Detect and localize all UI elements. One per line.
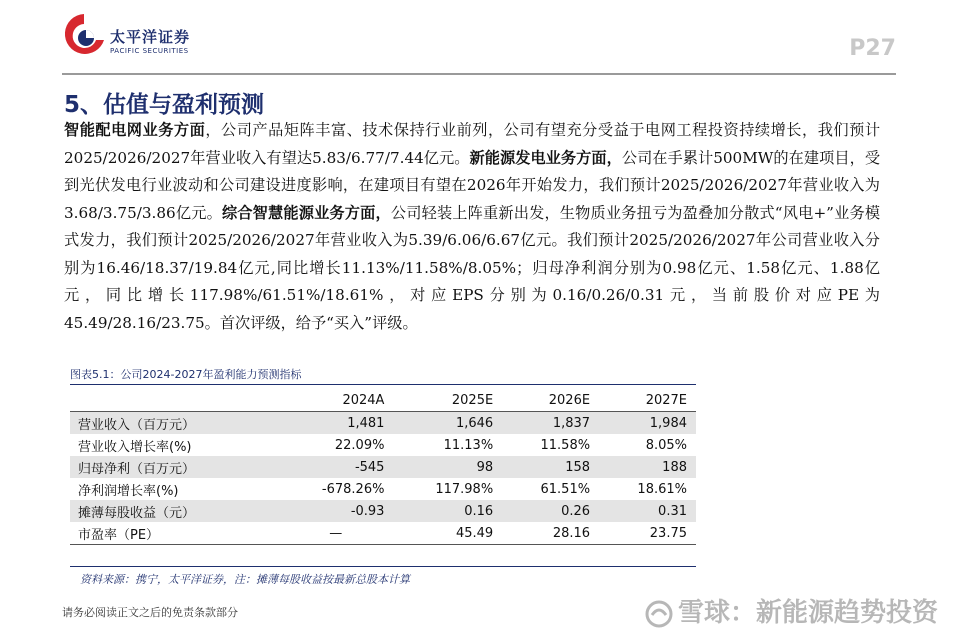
table-row	[70, 500, 696, 522]
page-number: P27	[849, 36, 896, 61]
table-cell: 98	[393, 456, 502, 478]
figure-title: 图表5.1：公司2024-2027年盈利能力预测指标	[70, 368, 302, 381]
figure-bottom-rule	[70, 566, 696, 567]
text-smart-energy: 公司轻装上阵重新出发，生物质业务扭亏为盈叠加分散式“风电+”业务模式发力，我们预计2025/2026/2027年营业收入为5.39/6.06/6.67亿元。我们预计2025/2026/2027年公司营业收入分别为16.46/18.37/19.84亿元,同比增长11.13%/11.58%/8.05%；归母净利润分别为0.98亿元、1.58亿元、1.88亿元，同比增长117.98%/61.51%/18.61%，对应EPS分别为0.16/0.26/0.31元，当前股价对应PE为45.49/28.16/23.75。首次评级，给予“买入”评级。	[64, 203, 881, 332]
table-cell: 0.26	[502, 500, 599, 522]
table-header-cell: 2027E	[599, 389, 696, 412]
table-cell: 28.16	[502, 522, 599, 545]
logo-english-name: PACIFIC SECURITIES	[110, 47, 189, 55]
table-cell: 117.98%	[393, 478, 502, 500]
row-label: 摊薄每股收益（元）	[70, 500, 278, 522]
pacific-securities-logo-icon	[62, 10, 108, 66]
bold-heading-smart-energy: 综合智慧能源业务方面，	[221, 203, 391, 222]
section-title: 5、估值与盈利预测	[64, 92, 265, 118]
table-cell: 1,646	[393, 412, 502, 435]
table-cell: —	[278, 522, 393, 545]
table-cell: 23.75	[599, 522, 696, 545]
table-header-cell: 2025E	[393, 389, 502, 412]
table-cell: 1,837	[502, 412, 599, 435]
figure-source-note: 资料来源：携宁，太平洋证券，注：摊薄每股收益按最新总股本计算	[80, 573, 410, 586]
text-new-energy: 公司在手累计500MW的在建项目，受到光伏发电行业波动和公司建设进度影响，在建项目有望在2026年开始发力，我们预计2025/2026/2027年营业收入为3.68/3.75/3.86亿元。	[64, 148, 881, 222]
table-cell: -545	[278, 456, 393, 478]
table-row	[70, 434, 696, 456]
table-header-cell: 2026E	[502, 389, 599, 412]
table-cell: 0.16	[393, 500, 502, 522]
table-cell: 11.58%	[502, 434, 599, 456]
bold-heading-new-energy: 新能源发电业务方面，	[469, 148, 622, 167]
table-cell: 158	[502, 456, 599, 478]
table-header-row	[70, 389, 696, 412]
snowball-icon	[644, 599, 674, 629]
table-cell: -0.93	[278, 500, 393, 522]
logo-chinese-name: 太平洋证券	[110, 28, 191, 46]
table-cell: 1,984	[599, 412, 696, 435]
bold-heading-smart-grid: 智能配电网业务方面	[64, 121, 206, 139]
row-label: 净利润增长率(%)	[70, 478, 278, 500]
header-divider	[62, 73, 896, 75]
table-row	[70, 478, 696, 500]
table-cell: 22.09%	[278, 434, 393, 456]
table-cell: 8.05%	[599, 434, 696, 456]
footer-disclaimer: 请务必阅读正文之后的免责条款部分	[62, 606, 238, 619]
snowball-watermark	[644, 592, 938, 629]
table-cell: 1,481	[278, 412, 393, 435]
table-header-cell: 2024A	[278, 389, 393, 412]
table-row	[70, 456, 696, 478]
row-label: 营业收入（百万元）	[70, 412, 278, 435]
company-logo	[62, 10, 212, 66]
forecast-table	[70, 389, 696, 545]
table-cell: -678.26%	[278, 478, 393, 500]
table-cell: 45.49	[393, 522, 502, 545]
text-smart-grid: ，公司产品矩阵丰富、技术保持行业前列，公司有望充分受益于电网工程投资持续增长，我们预计2025/2026/2027年营业收入有望达5.83/6.77/7.44亿元。	[64, 121, 881, 167]
figure-top-rule	[70, 384, 696, 385]
table-header-cell	[70, 389, 278, 412]
table-row	[70, 522, 696, 545]
table-cell: 188	[599, 456, 696, 478]
table-cell: 11.13%	[393, 434, 502, 456]
table-cell: 61.51%	[502, 478, 599, 500]
row-label: 归母净利（百万元）	[70, 456, 278, 478]
table-cell: 18.61%	[599, 478, 696, 500]
table-row	[70, 412, 696, 435]
table-cell: 0.31	[599, 500, 696, 522]
row-label: 市盈率（PE）	[70, 522, 278, 545]
body-paragraph	[64, 117, 880, 337]
row-label: 营业收入增长率(%)	[70, 434, 278, 456]
watermark-text: 雪球：新能源趋势投资	[677, 598, 938, 628]
